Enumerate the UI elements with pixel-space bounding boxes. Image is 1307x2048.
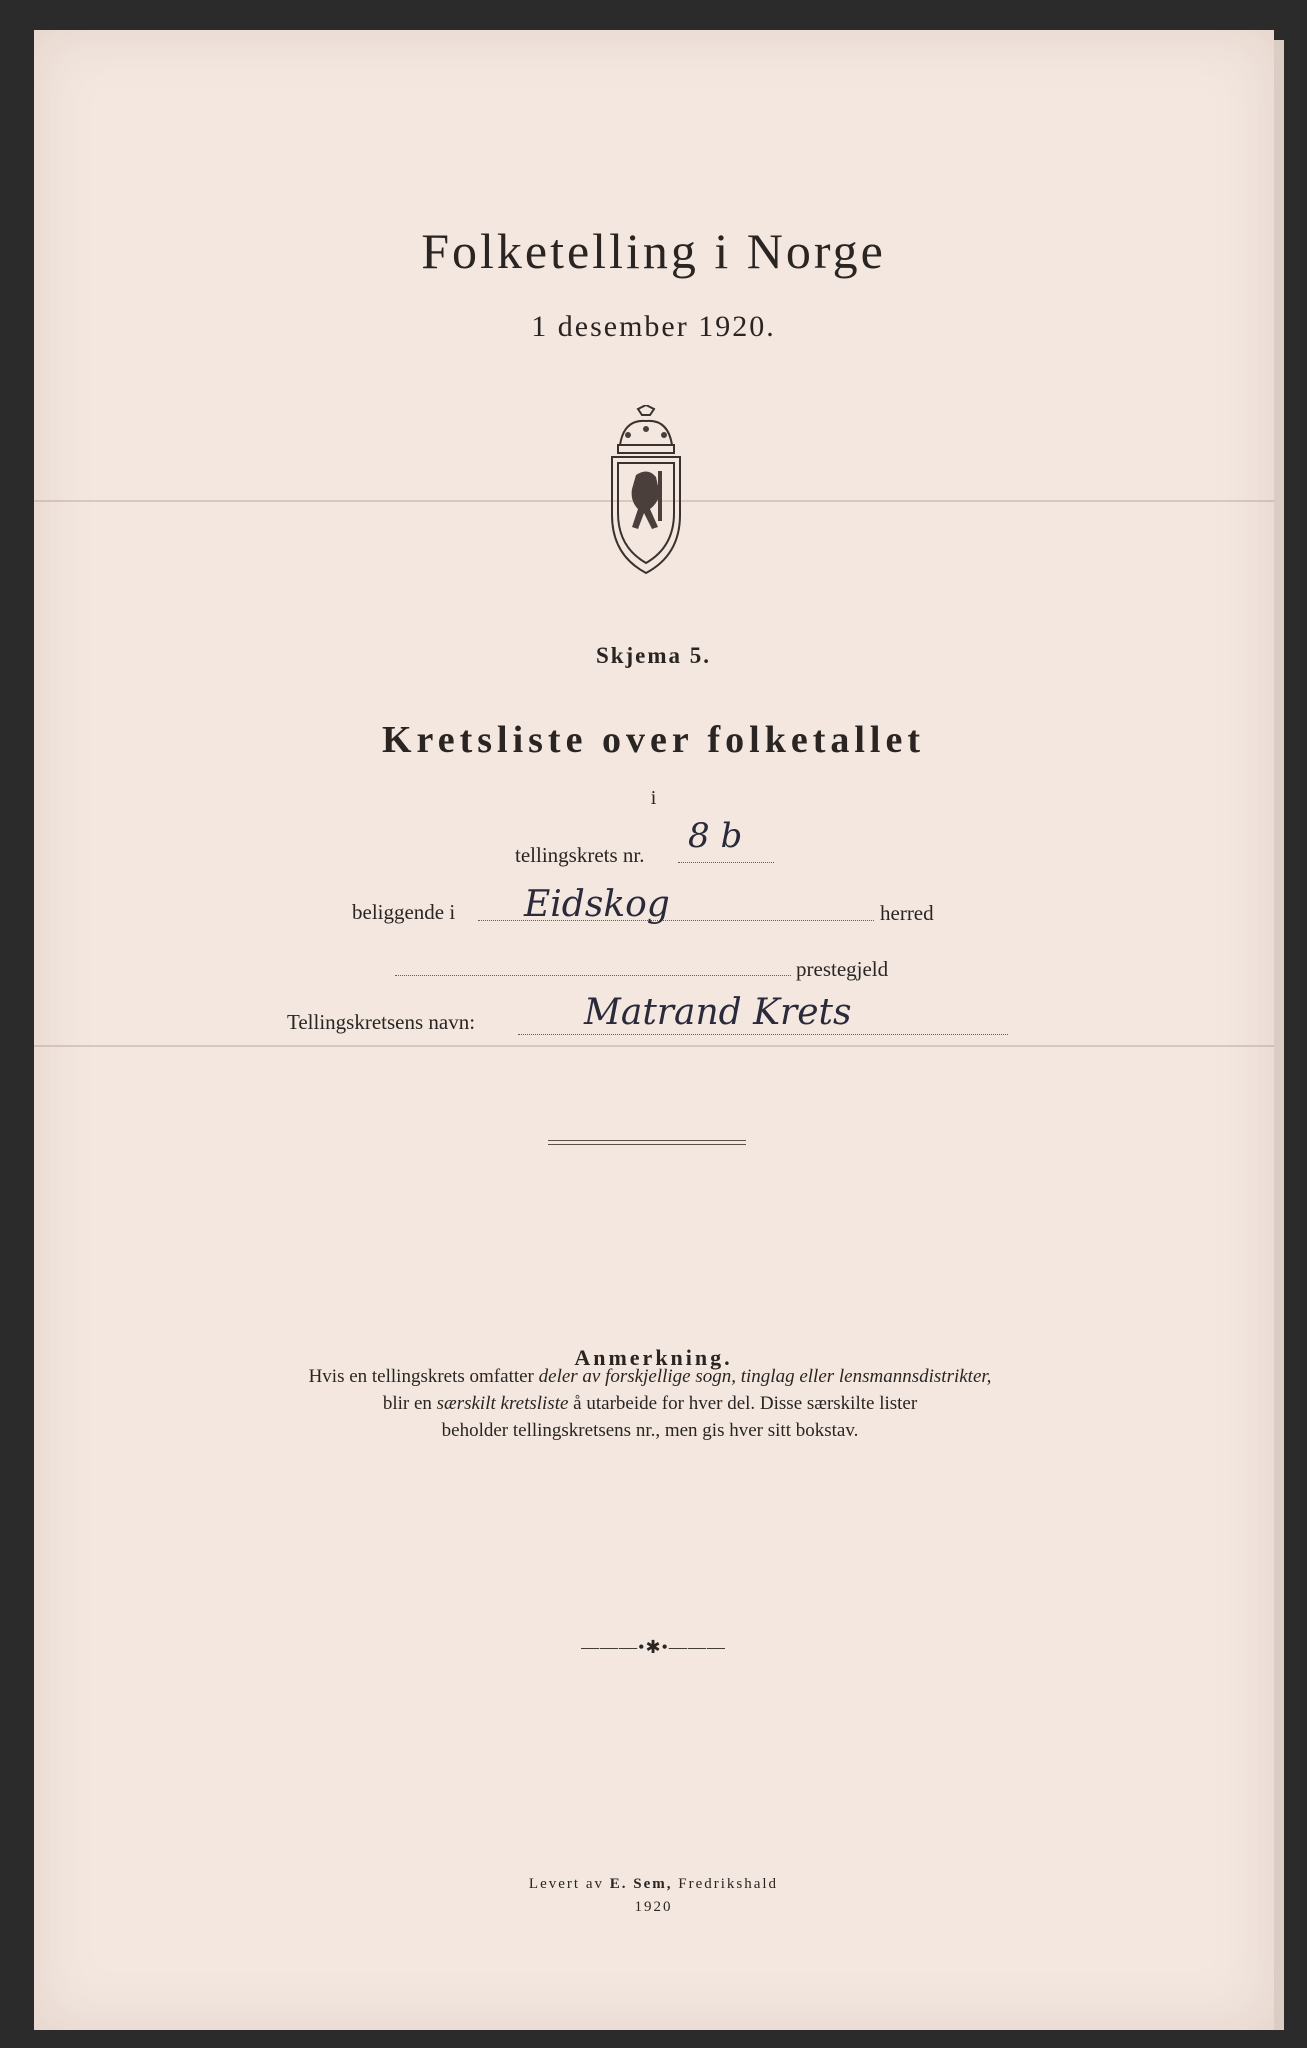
document-title: Folketelling i Norge <box>421 223 886 279</box>
note-title: Anmerkning. <box>574 1345 733 1370</box>
navn-field-line <box>518 1034 1008 1035</box>
beliggende-label: beliggende i <box>352 900 456 924</box>
paper-fold-line <box>34 1045 1274 1047</box>
tellingskrets-field-line <box>678 862 774 863</box>
note-text <box>200 1363 1100 1444</box>
note-line-3: beholder tellingskretsens nr., men gis hver sitt bokstav. <box>441 1420 859 1441</box>
prestegjeld-label: prestegjeld <box>796 957 889 981</box>
connector-word: i <box>650 787 657 809</box>
tellingskrets-value[interactable]: 8 b <box>688 816 743 856</box>
schema-number: Skjema 5. <box>595 643 712 668</box>
norwegian-coat-of-arms-icon <box>598 405 694 575</box>
note-line-1: Hvis en tellingskrets omfatter deler av forskjellige sogn, tinglag eller lensmannsdistrikter, <box>308 1366 992 1387</box>
census-date: 1 desember 1920. <box>531 310 776 343</box>
beliggende-value[interactable]: Eidskog <box>524 884 670 925</box>
prestegjeld-field-line[interactable] <box>395 975 791 976</box>
printer-year: 1920 <box>634 1899 673 1915</box>
separator-rule <box>548 1140 746 1141</box>
form-subtitle: Kretsliste over folketallet <box>381 719 926 761</box>
note-line-2: blir en særskilt kretsliste å utarbeide for hver del. Disse særskilte lister <box>382 1393 918 1414</box>
ornament-divider: ———•✱•——— <box>581 1637 726 1657</box>
navn-label: Tellingskretsens navn: <box>287 1010 476 1034</box>
herred-label: herred <box>880 901 934 925</box>
separator-rule <box>548 1144 746 1145</box>
printer-line: Levert av E. Sem, Fredrikshald <box>528 1876 779 1892</box>
tellingskrets-label: tellingskrets nr. <box>515 843 645 867</box>
navn-value[interactable]: Matrand Krets <box>584 992 852 1033</box>
